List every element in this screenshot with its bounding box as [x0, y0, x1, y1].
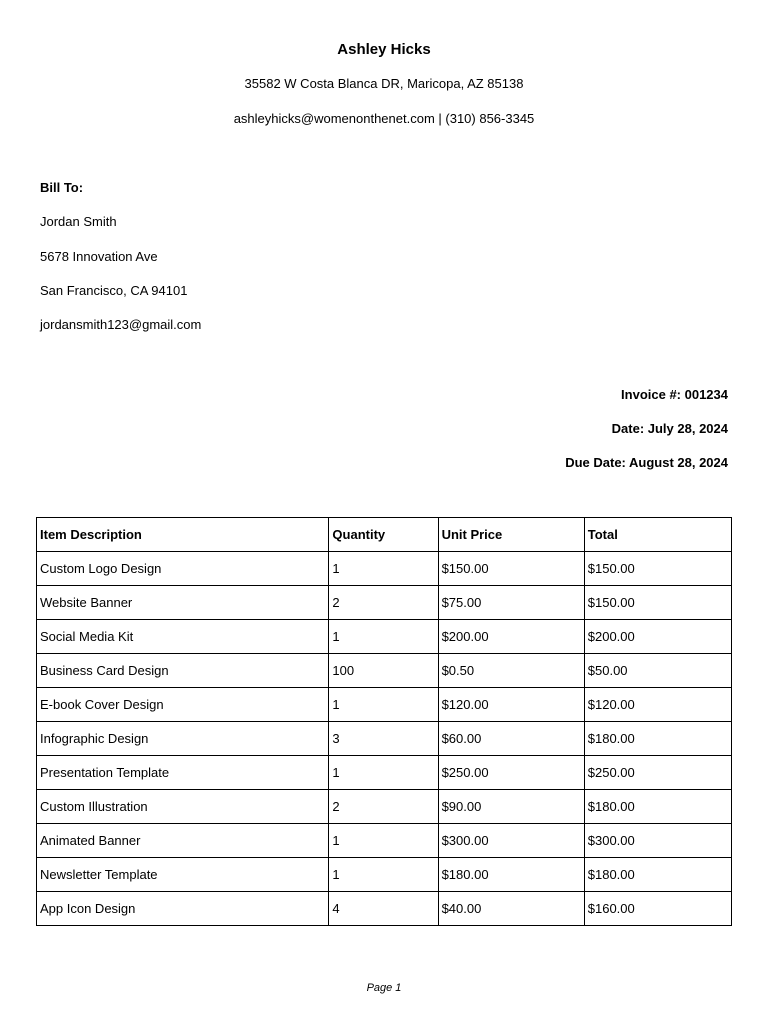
cell-item-description: Infographic Design — [37, 722, 329, 756]
cell-item-description: Custom Illustration — [37, 790, 329, 824]
cell-total: $150.00 — [584, 586, 731, 620]
cell-quantity: 1 — [329, 620, 438, 654]
invoice-due-date: Due Date: August 28, 2024 — [565, 455, 728, 470]
line-items-table — [36, 517, 732, 926]
cell-item-description: Business Card Design — [37, 654, 329, 688]
cell-total: $50.00 — [584, 654, 731, 688]
table-header-row — [37, 518, 732, 552]
sender-address: 35582 W Costa Blanca DR, Maricopa, AZ 85138 — [244, 76, 524, 91]
table-row — [37, 722, 732, 756]
cell-quantity: 3 — [329, 722, 438, 756]
cell-unit-price: $40.00 — [438, 892, 584, 926]
cell-total: $180.00 — [584, 722, 731, 756]
cell-quantity: 1 — [329, 552, 438, 586]
table-row — [37, 790, 732, 824]
table-row — [37, 654, 732, 688]
cell-unit-price: $0.50 — [438, 654, 584, 688]
cell-item-description: App Icon Design — [37, 892, 329, 926]
cell-total: $300.00 — [584, 824, 731, 858]
table-row — [37, 688, 732, 722]
cell-unit-price: $180.00 — [438, 858, 584, 892]
cell-total: $180.00 — [584, 858, 731, 892]
cell-item-description: Presentation Template — [37, 756, 329, 790]
header-item-description: Item Description — [37, 518, 329, 552]
cell-quantity: 100 — [329, 654, 438, 688]
table-row — [37, 858, 732, 892]
cell-quantity: 4 — [329, 892, 438, 926]
bill-to-street: 5678 Innovation Ave — [40, 249, 158, 264]
cell-quantity: 1 — [329, 824, 438, 858]
bill-to-name: Jordan Smith — [40, 214, 117, 229]
bill-to-city: San Francisco, CA 94101 — [40, 283, 188, 298]
cell-quantity: 1 — [329, 858, 438, 892]
table-row — [37, 892, 732, 926]
cell-unit-price: $75.00 — [438, 586, 584, 620]
header-quantity: Quantity — [329, 518, 438, 552]
cell-quantity: 1 — [329, 756, 438, 790]
sender-name: Ashley Hicks — [337, 41, 431, 58]
cell-item-description: Social Media Kit — [37, 620, 329, 654]
table-row — [37, 586, 732, 620]
bill-to-email: jordansmith123@gmail.com — [40, 317, 202, 332]
cell-total: $180.00 — [584, 790, 731, 824]
cell-total: $250.00 — [584, 756, 731, 790]
cell-unit-price: $60.00 — [438, 722, 584, 756]
page-number: Page 1 — [366, 982, 402, 994]
cell-total: $150.00 — [584, 552, 731, 586]
table-row — [37, 620, 732, 654]
table-row — [37, 824, 732, 858]
cell-unit-price: $120.00 — [438, 688, 584, 722]
cell-unit-price: $90.00 — [438, 790, 584, 824]
cell-quantity: 2 — [329, 586, 438, 620]
invoice-date: Date: July 28, 2024 — [611, 421, 728, 436]
cell-total: $120.00 — [584, 688, 731, 722]
bill-to-label: Bill To: — [40, 180, 84, 195]
cell-total: $160.00 — [584, 892, 731, 926]
invoice-number: Invoice #: 001234 — [621, 387, 728, 402]
table-row — [37, 756, 732, 790]
cell-unit-price: $150.00 — [438, 552, 584, 586]
cell-item-description: Animated Banner — [37, 824, 329, 858]
cell-unit-price: $200.00 — [438, 620, 584, 654]
cell-quantity: 1 — [329, 688, 438, 722]
cell-unit-price: $250.00 — [438, 756, 584, 790]
header-unit-price: Unit Price — [438, 518, 584, 552]
cell-item-description: E-book Cover Design — [37, 688, 329, 722]
cell-item-description: Website Banner — [37, 586, 329, 620]
cell-quantity: 2 — [329, 790, 438, 824]
sender-contact: ashleyhicks@womenonthenet.com | (310) 856-3345 — [233, 111, 535, 126]
cell-item-description: Newsletter Template — [37, 858, 329, 892]
header-total: Total — [584, 518, 731, 552]
cell-total: $200.00 — [584, 620, 731, 654]
cell-unit-price: $300.00 — [438, 824, 584, 858]
cell-item-description: Custom Logo Design — [37, 552, 329, 586]
table-row — [37, 552, 732, 586]
